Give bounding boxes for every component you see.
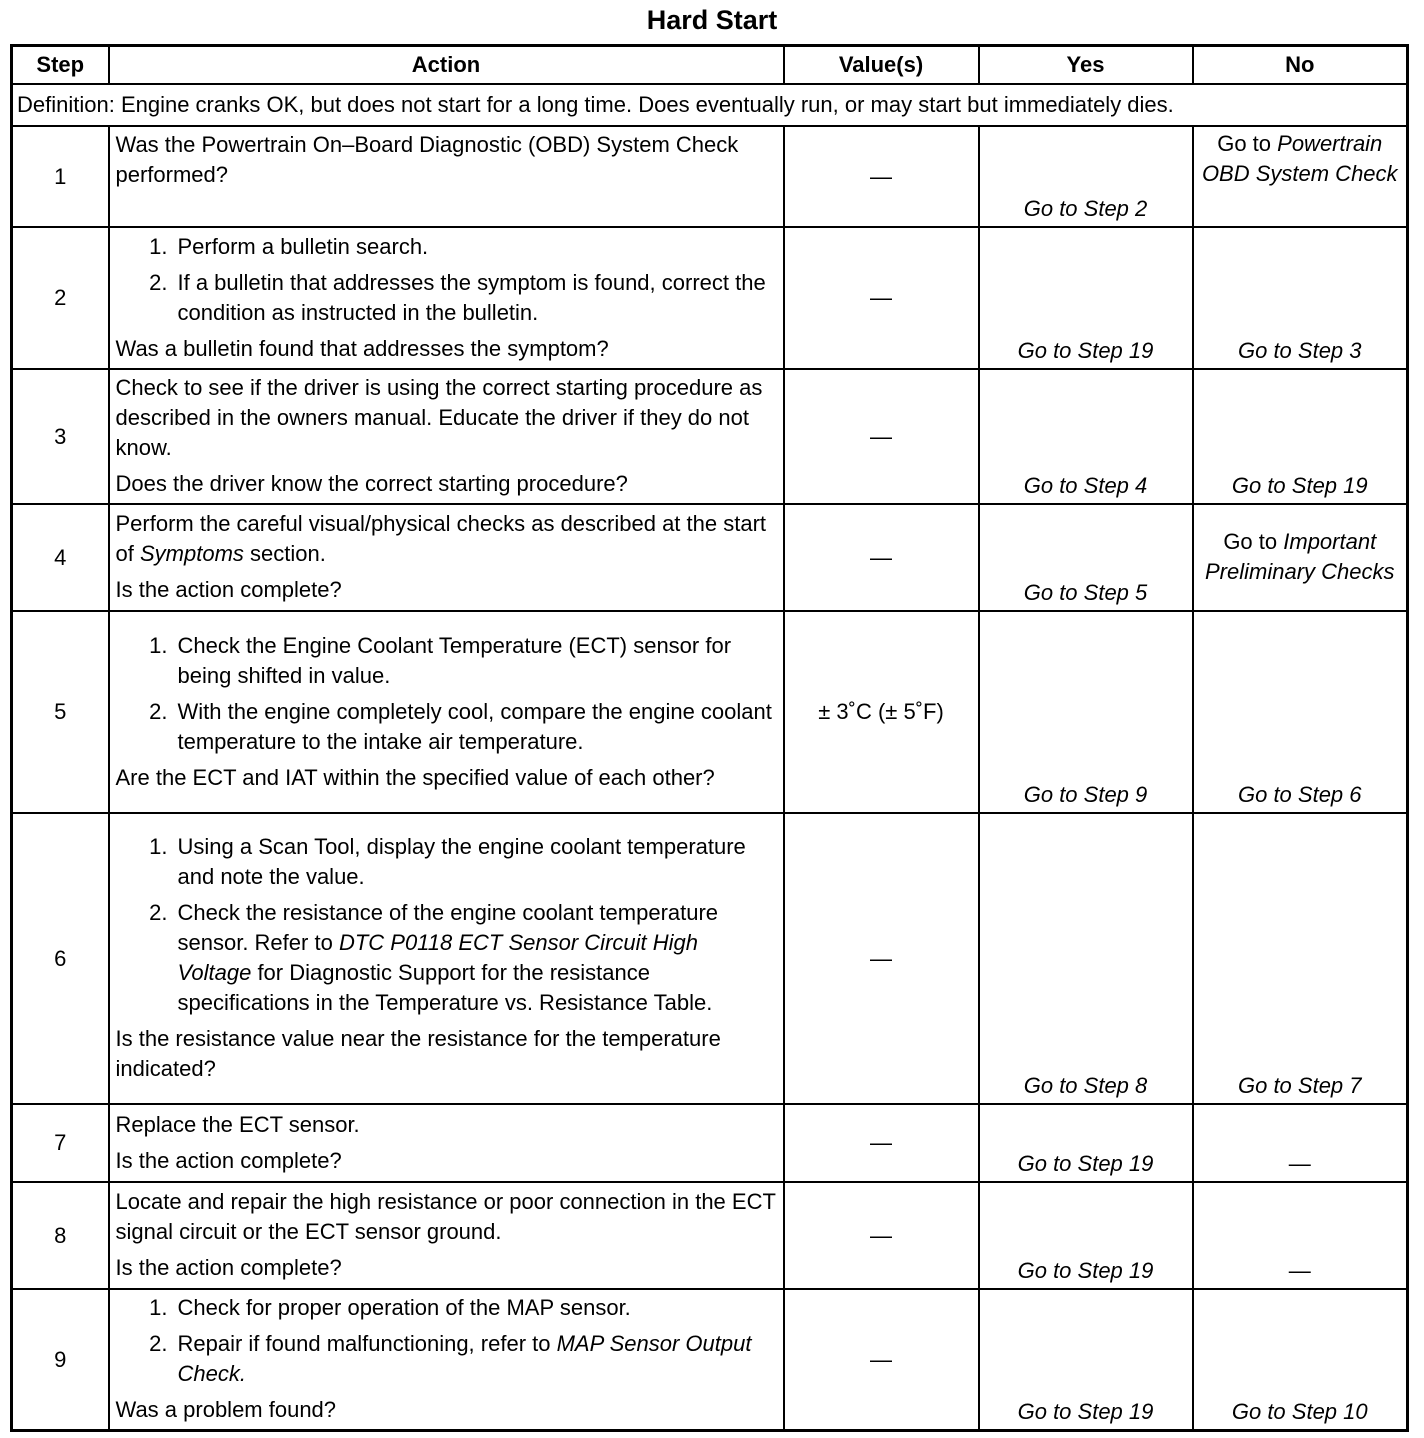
header-step: Step	[12, 46, 109, 85]
yes-cell: Go to Step 19	[979, 1289, 1193, 1431]
step-number: 6	[12, 813, 109, 1104]
action-cell	[109, 504, 784, 611]
action-list	[116, 232, 777, 328]
action-list	[116, 631, 777, 757]
list-text: If a bulletin that addresses the symptom is found, correct the condition as instructed in the bulletin.	[177, 269, 766, 325]
step-number: 7	[12, 1104, 109, 1182]
no-cell: Go to Step 7	[1193, 813, 1408, 1104]
action-question: Are the ECT and IAT within the specified value of each other?	[115, 764, 715, 790]
value-cell: —	[784, 1182, 979, 1289]
yes-cell: Go to Step 19	[979, 227, 1193, 369]
table-row	[12, 611, 1408, 813]
action-text-part: section.	[250, 541, 326, 566]
table-row	[12, 1104, 1408, 1182]
value-cell: —	[784, 504, 979, 611]
action-question: Was a problem found?	[115, 1397, 337, 1422]
action-cell	[109, 126, 784, 227]
header-values: Value(s)	[784, 46, 979, 85]
value-cell: —	[784, 369, 979, 504]
action-list	[116, 1293, 777, 1389]
no-cell	[1193, 126, 1408, 227]
list-number: 1.	[149, 233, 168, 259]
list-item	[116, 832, 777, 892]
list-text-part: for Diagnostic Support for the resistance specifications in the Temperature vs. Resistance Table.	[177, 960, 713, 1015]
action-question: Does the driver know the correct starting procedure?	[115, 471, 628, 496]
header-row	[12, 46, 1408, 85]
list-text: With the engine completely cool, compare the engine coolant temperature to the intake air temperature.	[177, 698, 772, 754]
header-no: No	[1193, 46, 1408, 85]
yes-cell: Go to Step 2	[979, 126, 1193, 227]
list-number: 2.	[149, 269, 168, 295]
yes-cell: Go to Step 19	[979, 1104, 1193, 1182]
action-text-part: Perform the careful visual/physical checks as described at the start of	[115, 511, 767, 566]
no-cell	[1193, 1182, 1408, 1289]
action-cell	[109, 1104, 784, 1182]
no-dash: —	[1288, 1258, 1311, 1283]
step-number: 9	[12, 1289, 109, 1431]
value-cell: —	[784, 813, 979, 1104]
yes-cell: Go to Step 19	[979, 1182, 1193, 1289]
action-question: Was a bulletin found that addresses the symptom?	[115, 335, 609, 361]
action-text: Was the Powertrain On–Board Diagnostic (OBD) System Check performed?	[115, 132, 739, 187]
list-text: Using a Scan Tool, display the engine coolant temperature and note the value.	[177, 834, 746, 889]
action-cell	[109, 1289, 784, 1431]
list-item	[116, 898, 777, 1018]
yes-cell: Go to Step 4	[979, 369, 1193, 504]
no-dash: —	[1288, 1151, 1311, 1176]
table-row	[12, 369, 1408, 504]
list-number: 2.	[149, 1331, 168, 1356]
action-cell	[109, 369, 784, 504]
yes-cell: Go to Step 5	[979, 504, 1193, 611]
no-cell: Go to Step 19	[1193, 369, 1408, 504]
action-cell	[109, 611, 784, 813]
header-yes: Yes	[979, 46, 1193, 85]
symptoms-reference: Symptoms	[139, 541, 244, 566]
step-number: 8	[12, 1182, 109, 1289]
value-cell: —	[784, 227, 979, 369]
list-item	[116, 232, 777, 262]
action-text: Replace the ECT sensor.	[115, 1111, 360, 1137]
list-number: 1.	[149, 834, 168, 859]
action-question: Is the resistance value near the resistance for the temperature indicated?	[115, 1026, 721, 1081]
no-cell: Go to Step 10	[1193, 1289, 1408, 1431]
no-reference: Important Preliminary Checks	[1205, 528, 1395, 584]
step-number: 5	[12, 611, 109, 813]
step-number: 2	[12, 227, 109, 369]
step-number: 1	[12, 126, 109, 227]
no-cell	[1193, 1104, 1408, 1182]
map-reference: MAP Sensor Output Check.	[177, 1331, 752, 1386]
value-cell: —	[784, 126, 979, 227]
header-action: Action	[109, 46, 784, 85]
list-text-part: Check the resistance of the engine coolant temperature sensor. Refer to	[177, 900, 719, 955]
value-cell: —	[784, 1104, 979, 1182]
action-question: Is the action complete?	[115, 577, 342, 602]
list-item	[116, 1293, 777, 1323]
action-cell	[109, 1182, 784, 1289]
action-text: Locate and repair the high resistance or poor connection in the ECT signal circuit or the ECT sensor ground.	[115, 1189, 776, 1244]
no-prefix: Go to	[1223, 528, 1278, 554]
value-cell: —	[784, 1289, 979, 1431]
table-row	[12, 227, 1408, 369]
definition-text: Definition: Engine cranks OK, but does not start for a long time. Does eventually run, or may start but immediately dies.	[12, 84, 1408, 126]
action-cell	[109, 813, 784, 1104]
no-cell	[1193, 504, 1408, 611]
no-cell: Go to Step 3	[1193, 227, 1408, 369]
action-question: Is the action complete?	[115, 1255, 342, 1280]
step-number: 3	[12, 369, 109, 504]
list-item	[116, 268, 777, 328]
action-text: Check to see if the driver is using the correct starting procedure as described in the owners manual. Educate the driver if they do not know.	[115, 375, 763, 460]
list-text: Perform a bulletin search.	[177, 233, 429, 259]
yes-cell: Go to Step 8	[979, 813, 1193, 1104]
table-row	[12, 813, 1408, 1104]
value-cell: ± 3˚C (± 5˚F)	[784, 611, 979, 813]
table-row	[12, 504, 1408, 611]
list-number: 1.	[149, 1295, 168, 1320]
list-item	[116, 697, 777, 757]
definition-row	[12, 84, 1408, 126]
list-text	[178, 898, 777, 1018]
no-cell: Go to Step 6	[1193, 611, 1408, 813]
no-reference: Powertrain OBD System Check	[1201, 131, 1398, 186]
table-row	[12, 1289, 1408, 1431]
list-number: 2.	[149, 698, 168, 724]
list-item	[116, 1329, 777, 1389]
list-text: Check the Engine Coolant Temperature (ECT) sensor for being shifted in value.	[177, 632, 732, 688]
list-number: 1.	[149, 632, 168, 658]
list-text-part: Repair if found malfunctioning, refer to	[177, 1331, 551, 1356]
list-number: 2.	[149, 900, 168, 925]
action-question: Is the action complete?	[115, 1147, 342, 1173]
action-text	[116, 509, 777, 569]
page-title: Hard Start	[646, 5, 778, 35]
table-row	[12, 126, 1408, 227]
step-number: 4	[12, 504, 109, 611]
action-list	[116, 832, 777, 1018]
yes-cell: Go to Step 9	[979, 611, 1193, 813]
list-item	[116, 631, 777, 691]
action-cell	[109, 227, 784, 369]
diagnostic-table	[10, 44, 1409, 1432]
list-text: Check for proper operation of the MAP sensor.	[177, 1295, 631, 1320]
no-prefix: Go to	[1217, 131, 1272, 156]
list-text	[178, 1329, 777, 1389]
dtc-reference: DTC P0118 ECT Sensor Circuit High Voltage	[177, 930, 698, 985]
table-row	[12, 1182, 1408, 1289]
